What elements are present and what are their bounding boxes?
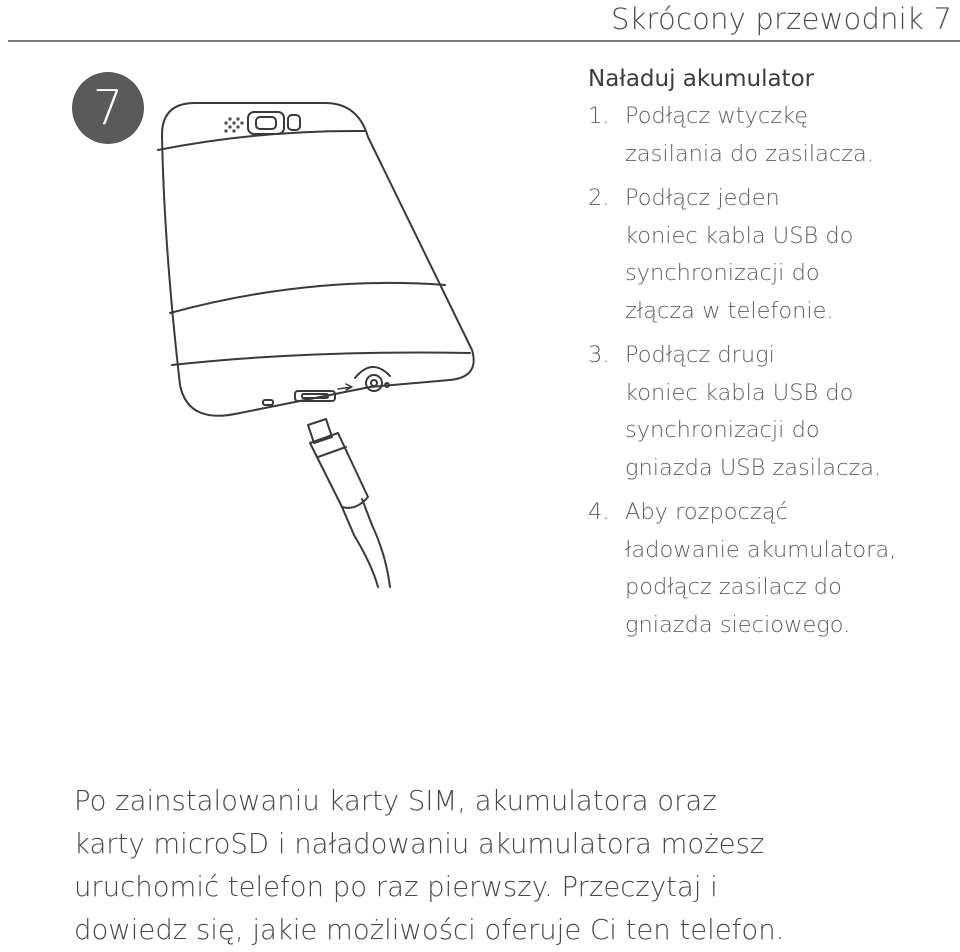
instructions-heading: Naładuj akumulator [588,66,815,92]
charging-instructions [588,60,960,651]
page-header-title: Skrócony przewodnik 7 [610,2,952,36]
step-number: 3. [588,342,610,368]
step-text: Podłącz wtyczkę zasilania do zasilacza. [625,103,874,167]
usb-symbol-icon [338,384,352,390]
step-number: 4. [588,499,610,525]
step-number: 2. [588,185,610,211]
usb-plug-body [310,433,368,508]
phone-band-lower [170,283,445,313]
instruction-step [588,180,960,330]
instruction-step [588,98,960,173]
phone-bottom-face [172,353,470,366]
flash-icon [288,115,300,130]
step-text: Podłącz drugi koniec kabla USB do synchronizacji do gniazda USB zasilacza. [625,342,882,481]
step-number-badge: 7 [72,72,144,144]
phone-body [162,103,474,416]
usb-plug-strain-relief [342,499,372,535]
step-text: Podłącz jeden koniec kabla USB do synchronizacji do złącza w telefonie. [625,185,854,324]
header-divider [8,40,960,42]
phone-charging-illustration [150,95,480,590]
summary-paragraph: Po zainstalowaniu karty SIM, akumulatora oraz karty microSD i naładowaniu akumulatora możesz uruchomić telefon po raz pierwszy. Przeczytaj i dowiedz się, jakie możliwości oferuje Ci ten telefon. [74,785,785,946]
instruction-step [588,494,960,644]
usb-cable [354,525,390,587]
microphone-icon [263,400,273,405]
instruction-step [588,337,960,487]
speaker-grill-icon [225,118,243,132]
step-number: 1. [588,103,610,129]
camera-lens-icon [248,112,284,134]
step-text: Aby rozpocząć ładowanie akumulatora, podłącz zasilacz do gniazda sieciowego. [625,499,897,638]
instruction-steps-list [588,98,960,644]
headphone-jack-icon [355,367,390,378]
